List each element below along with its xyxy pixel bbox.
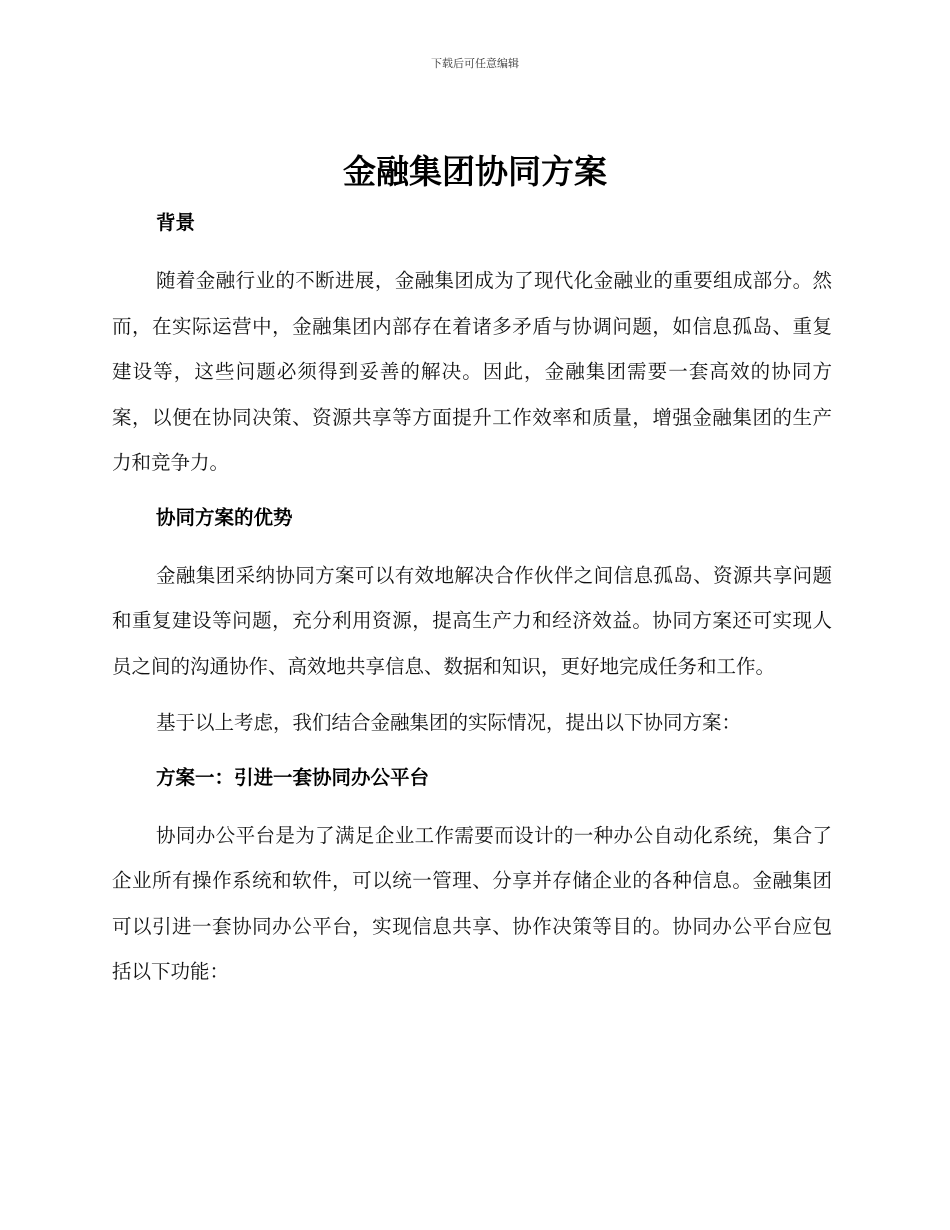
spacer (112, 689, 832, 700)
paragraph-plan-one: 协同办公平台是为了满足企业工作需要而设计的一种办公自动化系统，集合了企业所有操作系统和软件，可以统一管理、分享并存储企业的各种信息。金融集团可以引进一套协同办公平台，实现信息共享、协作决策等目的。协同办公平台应包括以下功能： (112, 823, 832, 983)
paragraph-advantage: 金融集团采纳协同方案可以有效地解决合作伙伴之间信息孤岛、资源共享问题和重复建设等问题，充分利用资源，提高生产力和经济效益。协同方案还可实现人员之间的沟通协作、高效地共享信息、数据和知识，更好地完成任务和工作。 (112, 563, 832, 678)
header-note: 下载后可任意编辑 (431, 57, 519, 70)
section-heading-plan-one: 方案一：引进一套协同办公平台 (156, 765, 430, 789)
document-body (112, 202, 832, 995)
paragraph-intro: 基于以上考虑，我们结合金融集团的实际情况，提出以下协同方案： (156, 711, 742, 734)
spacer (112, 746, 832, 757)
paragraph-background: 随着金融行业的不断进展，金融集团成为了现代化金融业的重要组成部分。然而，在实际运营中，金融集团内部存在着诸多矛盾与协调问题，如信息孤岛、重复建设等，这些问题必须得到妥善的解决。因此，金融集团需要一套高效的协同方案，以便在协同决策、资源共享等方面提升工作效率和质量，增强金融集团的生产力和竞争力。 (112, 269, 832, 474)
spacer (112, 244, 832, 258)
spacer (112, 799, 832, 813)
section-heading-advantage: 协同方案的优势 (156, 505, 293, 529)
spacer (112, 486, 832, 497)
spacer (112, 539, 832, 553)
document-title: 金融集团协同方案 (343, 152, 607, 191)
section-heading-background: 背景 (156, 211, 196, 234)
